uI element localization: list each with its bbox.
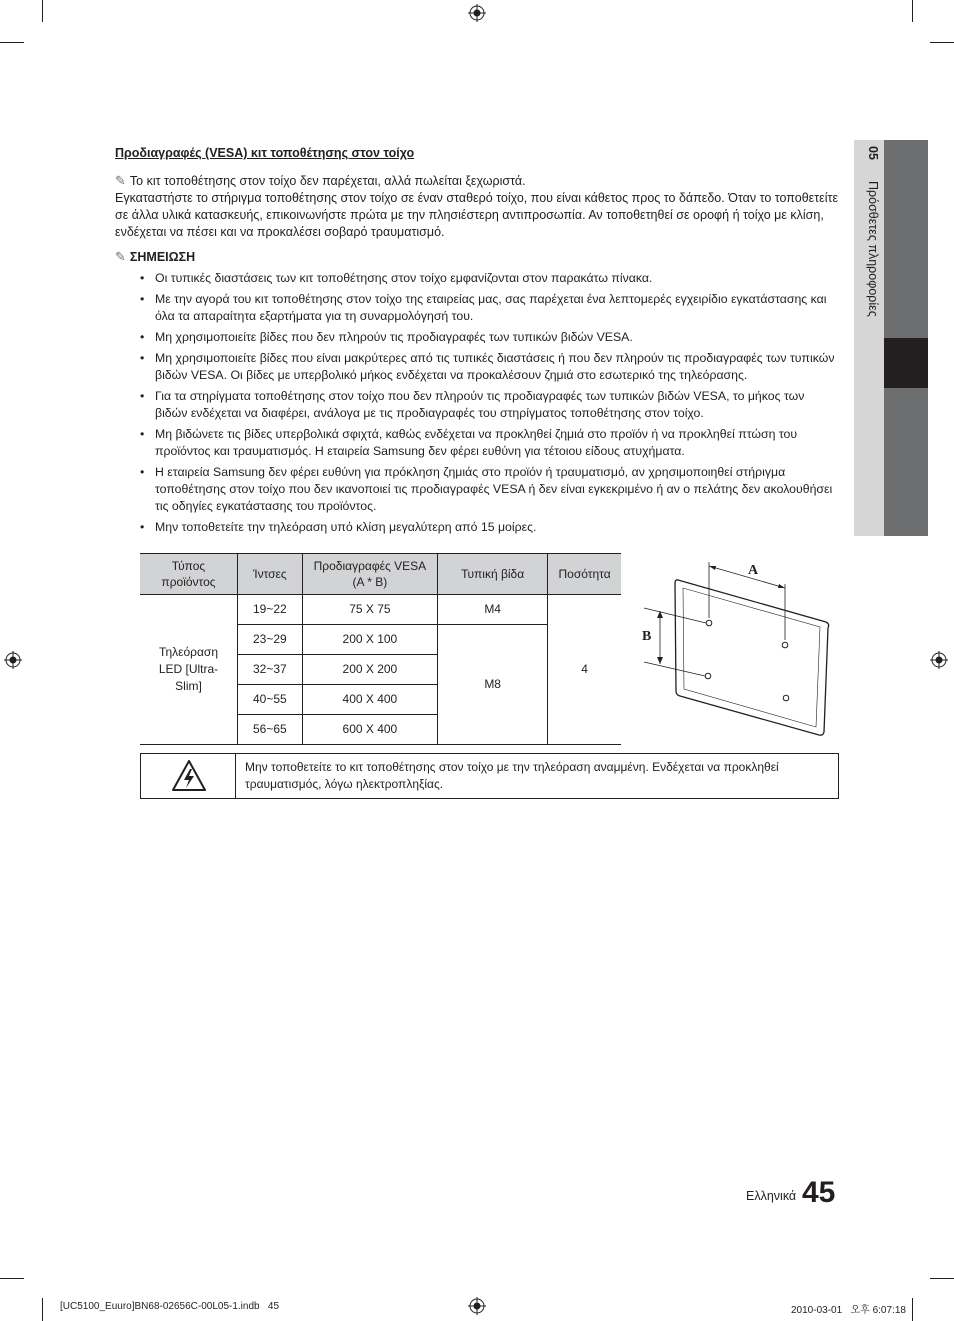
chapter-title: Πρόσθετες πληροφορίες (866, 181, 880, 318)
registration-mark-icon (468, 1297, 486, 1315)
crop-mark (912, 1298, 913, 1321)
inches-cell: 56~65 (238, 715, 303, 745)
table-header: Τύπος προϊόντος (140, 554, 238, 595)
dimension-a-label: A (748, 563, 759, 578)
warning-box (140, 753, 839, 799)
crop-mark (930, 1278, 954, 1279)
chapter-tab-active-marker (884, 338, 928, 388)
vesa-cell: 600 X 400 (302, 715, 437, 745)
inches-cell: 40~55 (238, 685, 303, 715)
tv-back-outline (675, 580, 829, 735)
quantity-cell: 4 (548, 595, 621, 745)
note-line (115, 172, 840, 190)
table-header-row (140, 554, 621, 595)
page-language: Ελληνικά (746, 1189, 797, 1203)
list-item: • Για τα στηρίγματα τοποθέτησης στον τοίχο που δεν πληρούν τις προδιαγραφές των τυπικών βιδών VESA, το μήκος των βιδών ενδέχεται να διαφέρει, ανάλογα με τις προδιαγραφές του στηρίγματος τοποθέτησης στον τοίχο. (115, 388, 840, 422)
list-item: • Μην τοποθετείτε την τηλεόραση υπό κλίση μεγαλύτερη από 15 μοίρες. (115, 519, 840, 536)
crop-mark (0, 42, 24, 43)
dimension-b-label: B (642, 629, 652, 644)
list-item: • Μη χρησιμοποιείτε βίδες που δεν πληρούν τις προδιαγραφές των τυπικών βιδών VESA. (115, 329, 840, 346)
table-header: Προδιαγραφές VESA (A * B) (302, 554, 437, 595)
warning-text: Μην τοποθετείτε το κιτ τοποθέτησης στον τοίχο με την τηλεόραση αναμμένη. Ενδέχεται να προκληθεί τραυματισμός, λόγω ηλεκτροπληξίας. (245, 760, 779, 791)
registration-mark-icon (4, 651, 22, 669)
screw-cell: M4 (438, 595, 548, 625)
inches-cell: 23~29 (238, 625, 303, 655)
notes-list (115, 270, 840, 540)
list-item: • Μη βιδώνετε τις βίδες υπερβολικά σφιχτά, καθώς ενδέχεται να προκληθεί ζημιά στο προϊόν ή να προκληθεί πτώση του προϊόντος και τραυματισμός. Η εταιρεία Samsung δεν φέρει ευθύνη για τέτοιου είδους ατυχήματα. (115, 426, 840, 460)
note-heading (115, 248, 195, 266)
list-item: • Μη χρησιμοποιείτε βίδες που είναι μακρύτερες από τις τυπικές διαστάσεις ή που δεν πληρούν τις προδιαγραφές των τυπικών βιδών VESA. Οι βίδες με υπερβολικό μήκος ενδέχεται να προκαλέσουν ζημιά στο εσωτερικό της τηλεόρασης. (115, 350, 840, 384)
vesa-cell: 200 X 100 (302, 625, 437, 655)
screw-cell: M8 (438, 625, 548, 745)
registration-mark-icon (468, 4, 486, 22)
note-heading-text: ΣΗΜΕΙΩΣΗ (129, 250, 196, 264)
registration-mark-icon (930, 651, 948, 669)
product-type-cell: Τηλεόραση LED [Ultra-Slim] (140, 595, 238, 745)
table-header: Ίντσες (238, 554, 303, 595)
intro-paragraph: Εγκαταστήστε το στήριγμα τοποθέτησης στον τοίχο σε έναν σταθερό τοίχο, που είναι κάθετος προς το δάπεδο. Όταν το τοποθετείτε σε άλλα υλικά κατασκευής, επικοινωνήστε πρώτα με την πλησιέστερη αντιπροσωπία. Αν τοποθετηθεί σε οροφή ή τοίχο με κλίση, ενδέχεται να πέσει και να προκαλέσει σοβαρό τραυματισμό. (115, 191, 839, 239)
table-header: Τυπική βίδα (438, 554, 548, 595)
note-line-text: Το κιτ τοποθέτησης στον τοίχο δεν παρέχεται, αλλά πωλείται ξεχωριστά. (129, 174, 526, 188)
page-number: 45 (802, 1176, 836, 1209)
crop-mark (0, 1278, 24, 1279)
inches-cell: 19~22 (238, 595, 303, 625)
note-pencil-icon: ✎ (115, 249, 126, 264)
chapter-tab-label (858, 146, 880, 526)
vesa-spec-table (140, 553, 621, 745)
high-voltage-warning-icon (171, 759, 207, 793)
list-item: • Η εταιρεία Samsung δεν φέρει ευθύνη για πρόκληση ζημιάς στο προϊόν ή τραυματισμό, αν χρησιμοποιηθεί στήριγμα τοποθέτησης στον τοίχο που δεν ικανοποιεί τις προδιαγραφές VESA ή δεν είναι εγκεκριμένο ή αν ο πελάτης δεν ακολουθήσει τις οδηγίες εγκατάστασης του προϊόντος. (115, 464, 840, 515)
vesa-cell: 75 X 75 (302, 595, 437, 625)
table-header: Ποσότητα (548, 554, 621, 595)
crop-mark (42, 1298, 43, 1321)
list-item: • Με την αγορά του κιτ τοποθέτησης στον τοίχο της εταιρείας μας, σας παρέχεται ένα λεπτομερές εγχειρίδιο εγκατάστασης και όλα τα απαραίτητα εξαρτήματα για τη συναρμολόγησή του. (115, 291, 840, 325)
vesa-cell: 400 X 400 (302, 685, 437, 715)
footer-timestamp: 2010-03-01 오후 6:07:18 (791, 1305, 906, 1316)
warning-icon-cell (141, 754, 236, 798)
section-title: Προδιαγραφές (VESA) κιτ τοποθέτησης στον τοίχο (115, 146, 415, 160)
footer-file-info: [UC5100_Euuro]BN68-02656C-00L05-1.indb 45 (60, 1301, 280, 1312)
list-item: • Οι τυπικές διαστάσεις των κιτ τοποθέτησης στον τοίχο εμφανίζονται στον παρακάτω πίνακα. (115, 270, 840, 287)
tv-mount-diagram (638, 556, 838, 742)
crop-mark (42, 0, 43, 22)
crop-mark (930, 42, 954, 43)
inches-cell: 32~37 (238, 655, 303, 685)
table-row (140, 595, 621, 625)
note-pencil-icon: ✎ (115, 173, 126, 188)
vesa-cell: 200 X 200 (302, 655, 437, 685)
crop-mark (912, 0, 913, 22)
chapter-number: 05 (866, 146, 880, 160)
